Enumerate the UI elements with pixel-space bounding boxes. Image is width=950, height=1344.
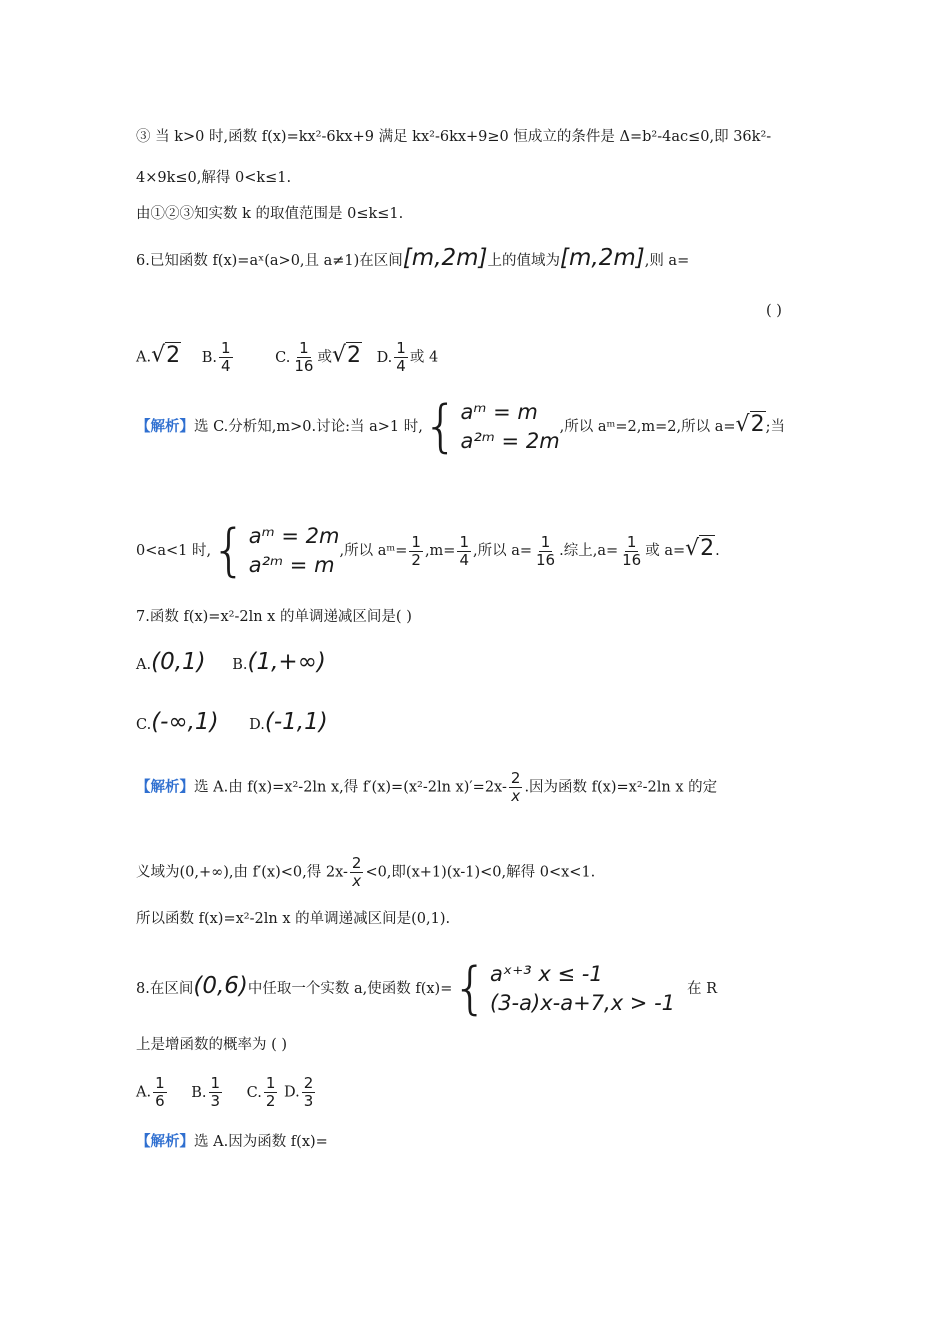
q7-solution-2: 义域为(0,+∞),由 f′(x)<0,得 2x- $\frac{2}{x}$ <0,即(x+1)(x-1)<0,解得 0<x<1.	[136, 854, 596, 890]
frac-1-6: $\frac{1}{6}$	[155, 1074, 165, 1110]
sqrt-2: √2	[331, 342, 361, 368]
solution-tag: 【解析】	[136, 1133, 194, 1150]
option-d-label: D.	[284, 1084, 300, 1101]
q6-solution-2: 0<a<1 时, { aᵐ = 2m a²ᵐ = m ,所以 aᵐ= $\frac{1}{2}$ ,m= $\frac{1}{4}$ ,所以 a= $\frac{1}{16}$ .综上,a= $\frac{1}{16}$ 或 a=√2.	[136, 518, 720, 583]
frac-1-16: $\frac{1}{16}$	[536, 532, 556, 569]
option-d-label: D.	[376, 349, 393, 366]
piecewise-function: { aˣ⁺³ x ≤ -1 (3-a)x-a+7,x > -1	[452, 956, 676, 1021]
option-a-label: A.	[136, 657, 152, 673]
frac-1-4: $\frac{1}{4}$	[221, 339, 231, 375]
option-c-label: C.	[136, 717, 152, 733]
sqrt-2: √2	[685, 536, 715, 561]
q6-options: A.√2 B. $\frac{1}{4}$ C. $\frac{1}{16}$ 或√2 D. $\frac{1}{4}$ 或 4	[136, 339, 439, 375]
solution-tag: 【解析】	[136, 418, 194, 435]
option-a-label: A.	[136, 1084, 152, 1101]
interval-0-6: (0,6)	[193, 973, 248, 999]
q7-stem: 7.函数 f(x)=x²-2ln x 的单调递减区间是( )	[136, 609, 412, 625]
frac-1-2: $\frac{1}{2}$	[265, 1074, 276, 1110]
q7-solution-1: 【解析】选 A.由 f(x)=x²-2ln x,得 f′(x)=(x²-2ln x)′=2x- $\frac{2}{x}$ .因为函数 f(x)=x²-2ln x 的定	[136, 769, 718, 805]
q8-options	[136, 1075, 317, 1110]
text-line-3: 由①②③知实数 k 的取值范围是 0≤k≤1.	[136, 206, 404, 222]
option-c-label: C.	[275, 349, 291, 366]
q8-solution-1: 【解析】选 A.因为函数 f(x)=	[136, 1133, 328, 1150]
frac-1-16: $\frac{1}{16}$	[294, 339, 314, 375]
option-b-label: B.	[232, 657, 248, 673]
frac-1-3: $\frac{1}{3}$	[210, 1074, 221, 1110]
frac-2-x: $\frac{2}{x}$	[510, 769, 521, 805]
frac-1-16: $\frac{1}{16}$	[622, 532, 642, 569]
frac-2-3: $\frac{2}{3}$	[303, 1074, 314, 1110]
option-c-label: C.	[246, 1084, 262, 1101]
q7-options-row1: A.(0,1) B.(1,+∞)	[136, 649, 326, 675]
solution-tag: 【解析】	[136, 778, 194, 796]
q8-stem: 8.在区间(0,6)中任取一个实数 a,使函数 f(x)= { aˣ⁺³ x ≤ -1 (3-a)x-a+7,x > -1 在 R	[136, 956, 718, 1021]
q6-stem: 6.已知函数 f(x)=aˣ(a>0,且 a≠1)在区间[m,2m]上的值域为[m,2m],则 a=	[136, 245, 690, 271]
text-line-1: ③ 当 k>0 时,函数 f(x)=kx²-6kx+9 满足 kx²-6kx+9≥0 恒成立的条件是 Δ=b²-4ac≤0,即 36k²-	[136, 129, 772, 145]
frac-1-4: $\frac{1}{4}$	[459, 532, 469, 569]
equation-system-2: { aᵐ = 2m a²ᵐ = m	[211, 518, 340, 583]
frac-1-4: $\frac{1}{4}$	[396, 339, 406, 375]
option-d-label: D.	[249, 717, 265, 733]
q6-solution-1: 【解析】选 C.分析知,m>0.讨论:当 a>1 时, { aᵐ = m a²ᵐ = 2m ,所以 aᵐ=2,m=2,所以 a=√2;当	[136, 394, 785, 459]
frac-2-x: $\frac{2}{x}$	[351, 854, 362, 890]
range-m-2m: [m,2m]	[560, 245, 645, 271]
sqrt-2: √2	[151, 342, 181, 368]
option-b-label: B.	[201, 349, 217, 366]
option-a-label: A.	[136, 349, 152, 366]
q6-answer-paren: ( )	[766, 303, 782, 319]
frac-1-2: $\frac{1}{2}$	[411, 532, 421, 569]
q7-options-row2: C.(-∞,1) D.(-1,1)	[136, 709, 328, 735]
text-line-2: 4×9k≤0,解得 0<k≤1.	[136, 170, 292, 186]
interval-m-2m: [m,2m]	[402, 245, 488, 271]
q7-solution-3: 所以函数 f(x)=x²-2ln x 的单调递减区间是(0,1).	[136, 911, 451, 927]
equation-system-1: { aᵐ = m a²ᵐ = 2m	[422, 394, 560, 459]
q8-stem-2: 上是增函数的概率为 ( )	[136, 1037, 288, 1053]
sqrt-2: √2	[735, 412, 765, 437]
option-b-label: B.	[191, 1084, 207, 1101]
